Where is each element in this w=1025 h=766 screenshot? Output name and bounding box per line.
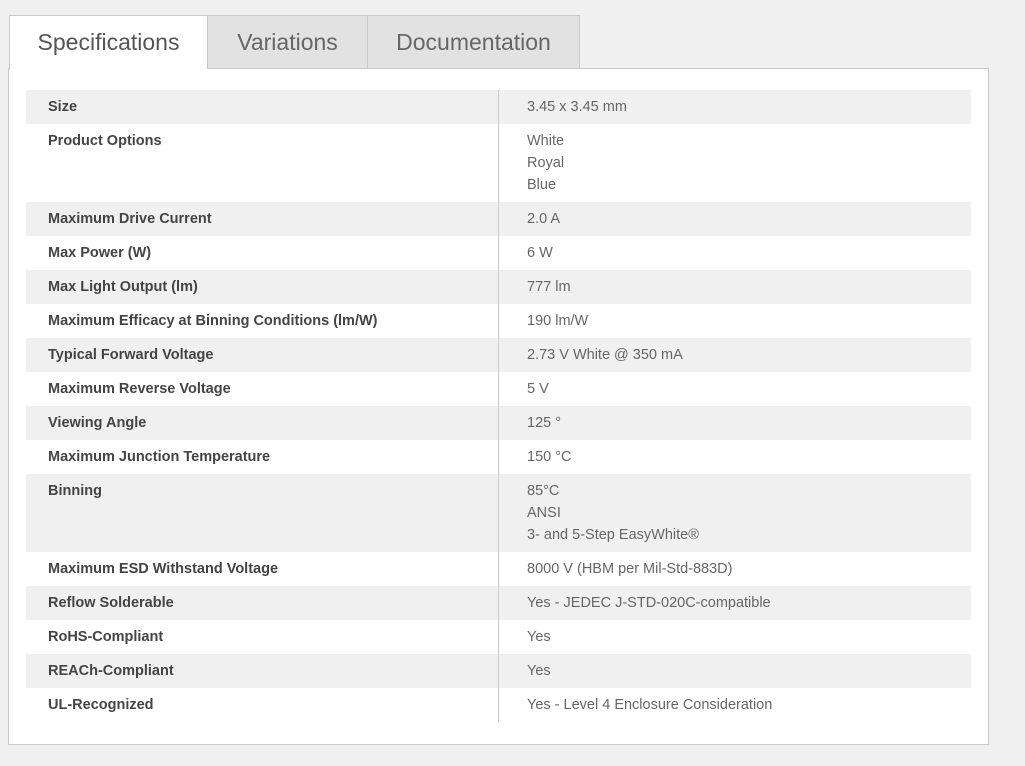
- spec-value: ANSI: [527, 505, 561, 521]
- spec-values: [499, 202, 971, 236]
- spec-label: Maximum Reverse Voltage: [26, 372, 499, 406]
- spec-values: [499, 270, 971, 304]
- table-row: [26, 586, 971, 620]
- spec-values: [499, 552, 971, 586]
- spec-value: 8000 V (HBM per Mil-Std-883D): [527, 561, 733, 577]
- table-row: [26, 270, 971, 304]
- tab-bar: [9, 15, 580, 69]
- tab-variations[interactable]: Variations: [207, 15, 368, 68]
- spec-value: Yes: [527, 629, 551, 645]
- spec-values: [499, 440, 971, 474]
- spec-label: Binning: [26, 474, 499, 552]
- spec-label: UL-Recognized: [26, 688, 499, 722]
- spec-label: Maximum ESD Withstand Voltage: [26, 552, 499, 586]
- spec-value: 3- and 5-Step EasyWhite®: [527, 527, 699, 543]
- table-row: [26, 406, 971, 440]
- spec-values: [499, 236, 971, 270]
- spec-value: Yes - JEDEC J-STD-020C-compatible: [527, 595, 771, 611]
- tab-specifications[interactable]: Specifications: [9, 15, 208, 69]
- spec-values: [499, 620, 971, 654]
- spec-label: Maximum Junction Temperature: [26, 440, 499, 474]
- table-row: [26, 552, 971, 586]
- spec-value: Royal: [527, 155, 565, 171]
- spec-values: [499, 406, 971, 440]
- spec-label: Max Power (W): [26, 236, 499, 270]
- spec-label: Product Options: [26, 124, 499, 202]
- spec-label: Maximum Drive Current: [26, 202, 499, 236]
- spec-label: Size: [26, 90, 499, 124]
- spec-value: 5 V: [527, 381, 549, 397]
- spec-label: RoHS-Compliant: [26, 620, 499, 654]
- spec-value: Yes - Level 4 Enclosure Consideration: [527, 697, 773, 713]
- table-row: [26, 124, 971, 202]
- table-row: [26, 90, 971, 124]
- spec-values: [499, 654, 971, 688]
- spec-value: Yes: [527, 663, 551, 679]
- spec-value: 2.73 V White @ 350 mA: [527, 347, 683, 363]
- spec-values: [499, 338, 971, 372]
- spec-value: 190 lm/W: [527, 313, 589, 329]
- spec-values: [499, 90, 971, 124]
- spec-value: 3.45 x 3.45 mm: [527, 99, 627, 115]
- table-row: [26, 338, 971, 372]
- spec-values: [499, 474, 971, 552]
- table-row: [26, 440, 971, 474]
- spec-value: White: [527, 133, 565, 149]
- table-row: [26, 372, 971, 406]
- table-row: [26, 236, 971, 270]
- spec-values: [499, 372, 971, 406]
- table-row: [26, 474, 971, 552]
- spec-values: [499, 304, 971, 338]
- spec-label: Typical Forward Voltage: [26, 338, 499, 372]
- table-row: [26, 654, 971, 688]
- spec-value: 777 lm: [527, 279, 571, 295]
- table-row: [26, 620, 971, 654]
- spec-value: 2.0 A: [527, 211, 561, 227]
- specifications-table: [26, 90, 971, 722]
- spec-label: Maximum Efficacy at Binning Conditions (lm/W): [26, 304, 499, 338]
- specifications-panel: [8, 68, 989, 745]
- spec-value: 85°C: [527, 483, 560, 499]
- table-row: [26, 202, 971, 236]
- spec-label: Reflow Solderable: [26, 586, 499, 620]
- table-row: [26, 688, 971, 722]
- spec-values: [499, 688, 971, 722]
- spec-value: Blue: [527, 177, 557, 193]
- spec-value: 125 °: [527, 415, 562, 431]
- table-row: [26, 304, 971, 338]
- spec-label: REACh-Compliant: [26, 654, 499, 688]
- spec-label: Max Light Output (lm): [26, 270, 499, 304]
- spec-value: 150 °C: [527, 449, 572, 465]
- spec-values: [499, 124, 971, 202]
- spec-label: Viewing Angle: [26, 406, 499, 440]
- tab-documentation[interactable]: Documentation: [367, 15, 580, 68]
- spec-values: [499, 586, 971, 620]
- spec-value: 6 W: [527, 245, 553, 261]
